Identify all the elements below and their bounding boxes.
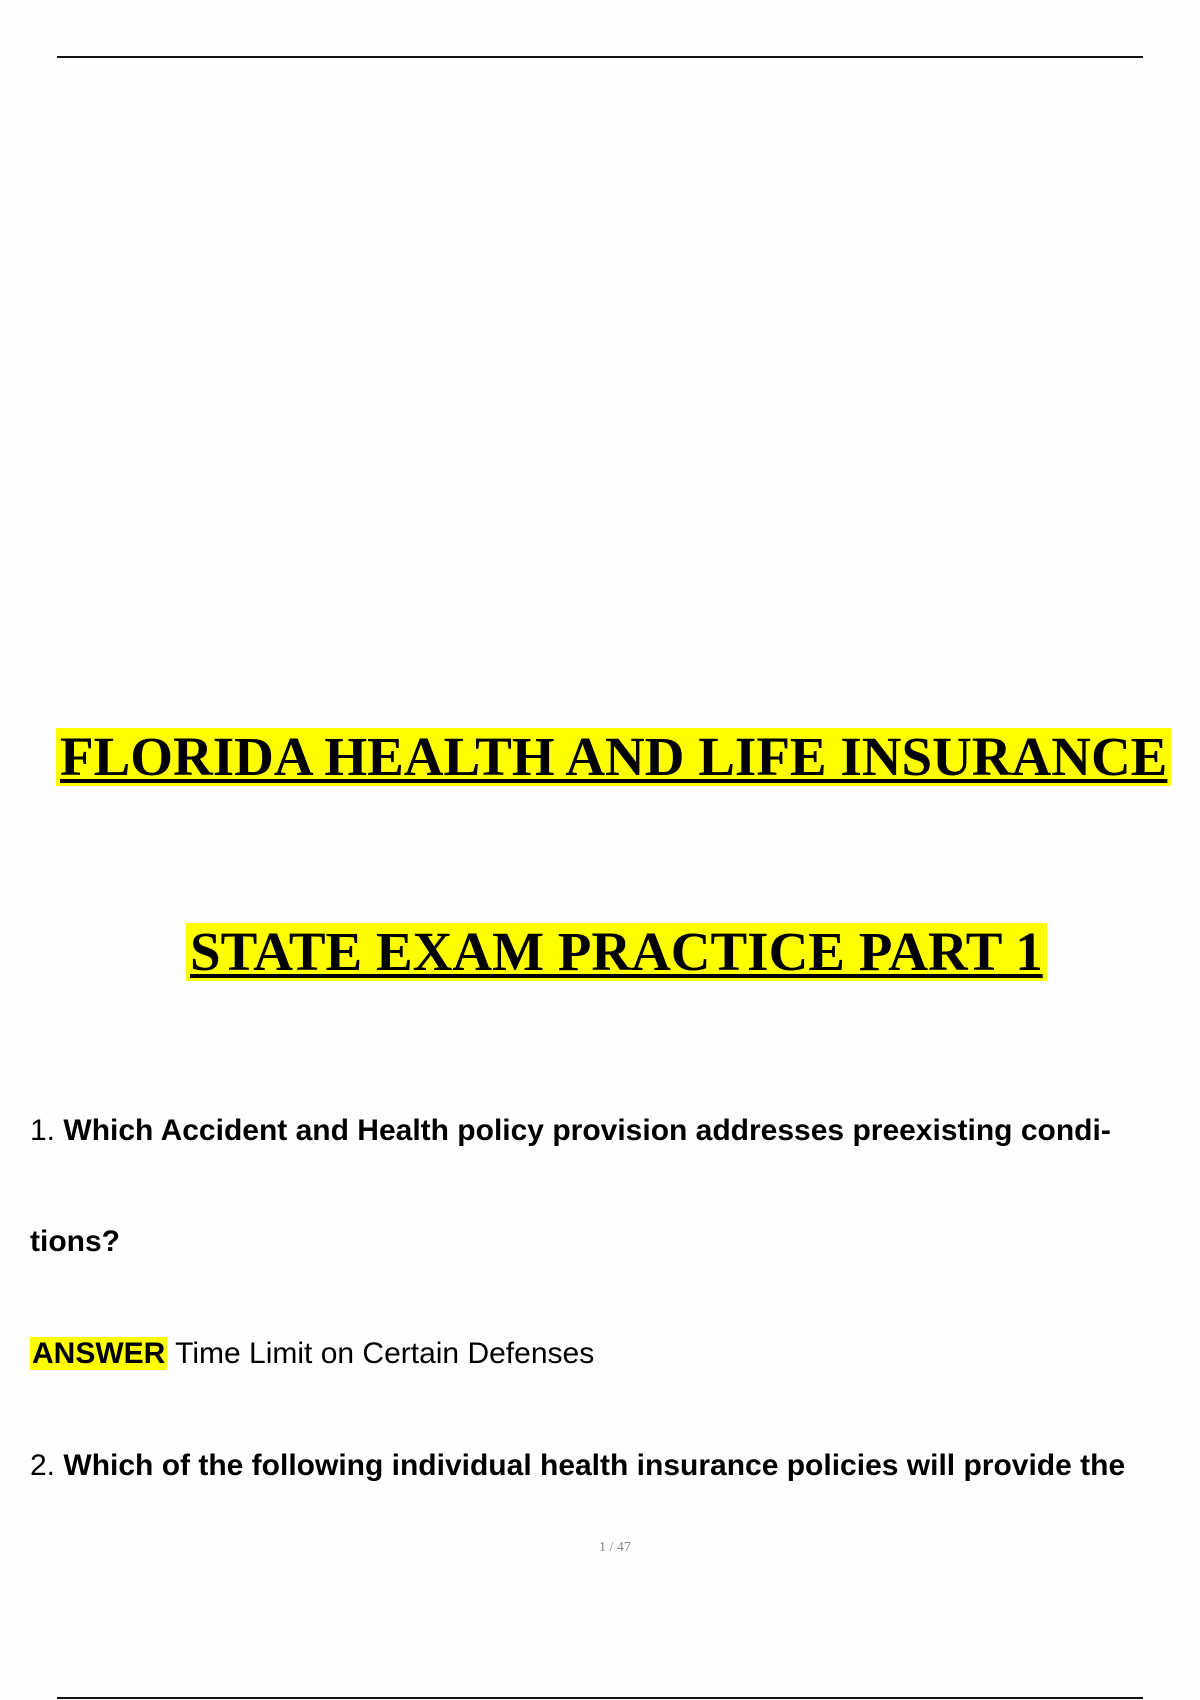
question-1 — [30, 1113, 1111, 1149]
answer-1 — [30, 1336, 594, 1372]
answer-label: ANSWER — [32, 1337, 166, 1370]
question-1-continuation: tions? — [30, 1225, 120, 1258]
question-2-text: Which of the following individual health insurance policies will provide the — [63, 1449, 1126, 1482]
question-1-number: 1. — [30, 1114, 56, 1147]
question-1-text: Which Accident and Health policy provision addresses preexisting condi- — [63, 1114, 1111, 1147]
document-title-line-2: STATE EXAM PRACTICE PART 1 — [186, 923, 1047, 981]
document-title-line-1: FLORIDA HEALTH AND LIFE INSURANCE — [56, 728, 1171, 786]
bottom-rule — [57, 1697, 1143, 1699]
top-rule — [57, 56, 1143, 58]
answer-1-text: Time Limit on Certain Defenses — [175, 1337, 595, 1370]
question-2-number: 2. — [30, 1449, 56, 1482]
page-number: 1 / 47 — [599, 1540, 631, 1555]
question-2 — [30, 1448, 1125, 1484]
